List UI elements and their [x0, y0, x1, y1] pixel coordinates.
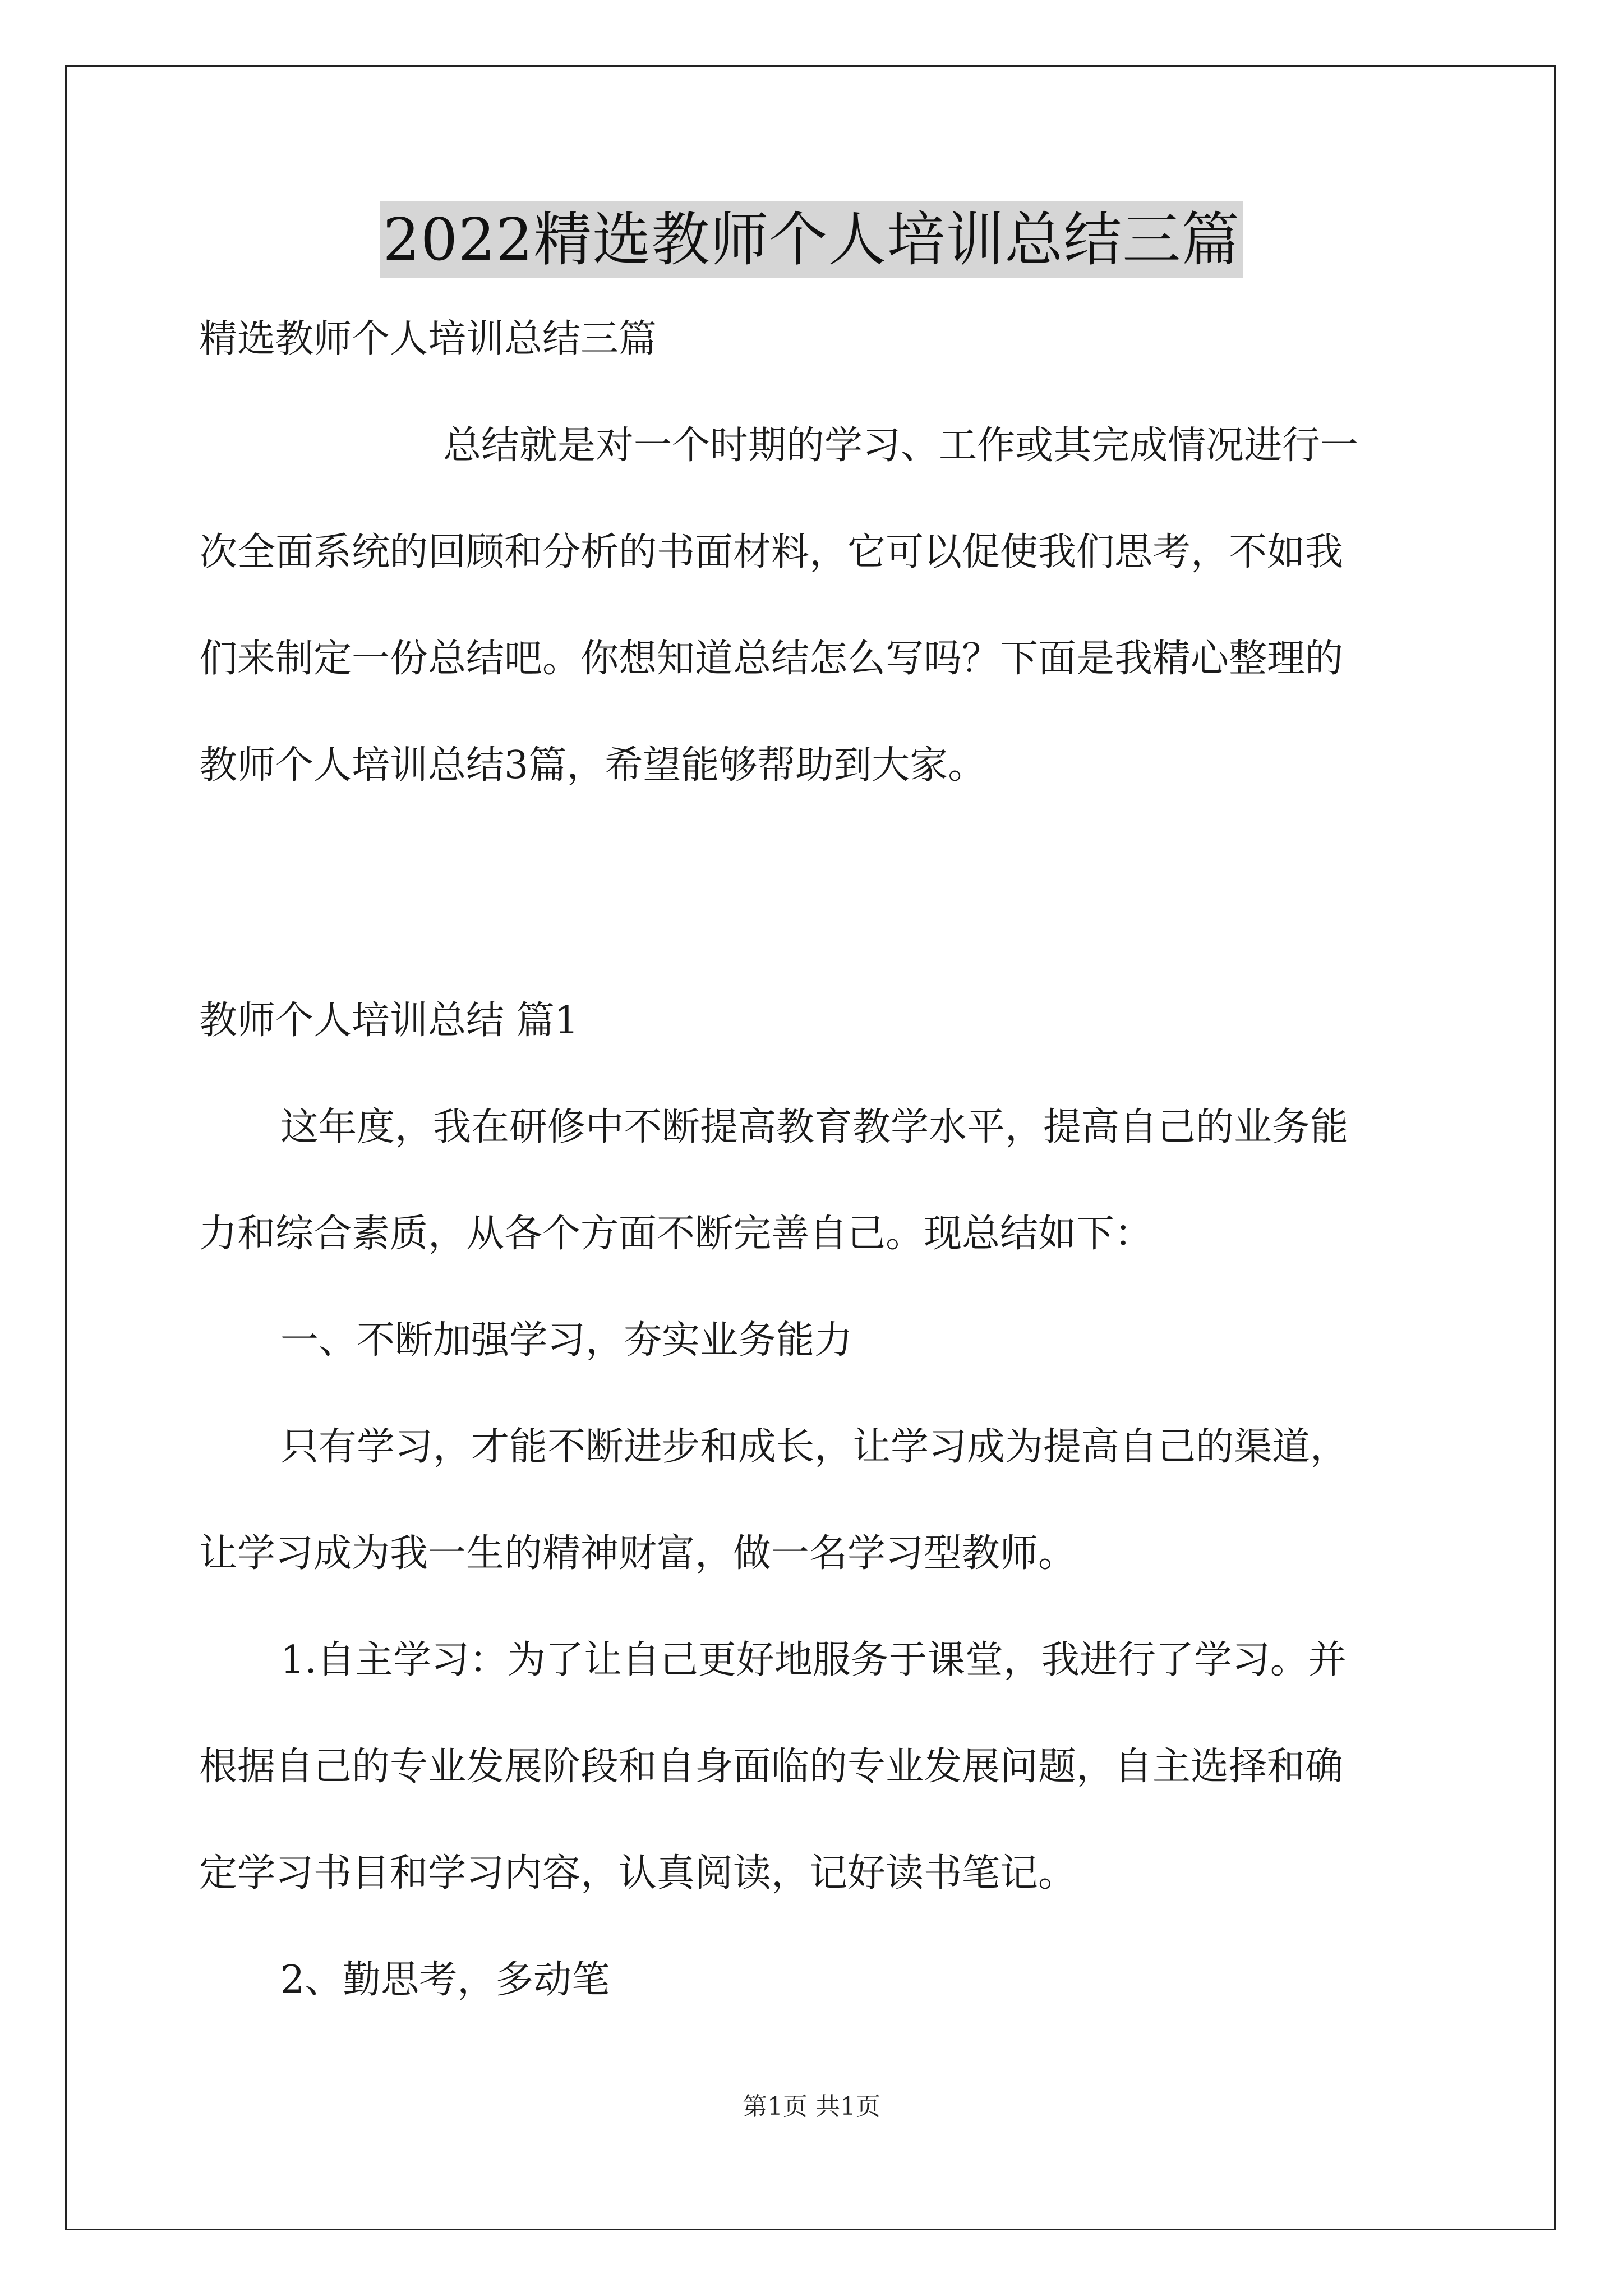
page-footer: 第1页 共1页 — [743, 2092, 880, 2121]
paragraph-line: 次全面系统的回顾和分析的书面材料，它可以促使我们思考，不如我 — [199, 530, 1344, 574]
paragraph-line: 根据自己的专业发展阶段和自身面临的专业发展问题，自主选择和确 — [199, 1745, 1344, 1789]
paragraph-line: 一、不断加强学习，夯实业务能力 — [280, 1318, 853, 1363]
document-title: 2022精选教师个人培训总结三篇 — [380, 201, 1244, 278]
paragraph-line: 这年度，我在研修中不断提高教育教学水平，提高自己的业务能 — [280, 1105, 1349, 1149]
paragraph-line: 们来制定一份总结吧。你想知道总结怎么写吗？下面是我精心整理的 — [199, 637, 1344, 681]
title-container — [0, 201, 1623, 278]
paragraph-line: 让学习成为我一生的精神财富，做一名学习型教师。 — [199, 1531, 1077, 1576]
paragraph-line: 定学习书目和学习内容，认真阅读，记好读书笔记。 — [199, 1851, 1077, 1895]
paragraph-line: 只有学习，才能不断进步和成长，让学习成为提高自己的渠道， — [280, 1425, 1349, 1469]
paragraph-line: 总结就是对一个时期的学习、工作或其完成情况进行一 — [443, 424, 1359, 468]
paragraph-line: 2、勤思考，多动笔 — [280, 1958, 610, 2002]
section-heading: 教师个人培训总结 篇1 — [199, 999, 579, 1043]
paragraph-line: 教师个人培训总结3篇，希望能够帮助到大家。 — [199, 743, 986, 788]
paragraph-line: 1.自主学习：为了让自己更好地服务于课堂，我进行了学习。并 — [280, 1638, 1347, 1682]
subtitle: 精选教师个人培训总结三篇 — [199, 317, 657, 361]
paragraph-line: 力和综合素质，从各个方面不断完善自己。现总结如下： — [199, 1212, 1153, 1256]
